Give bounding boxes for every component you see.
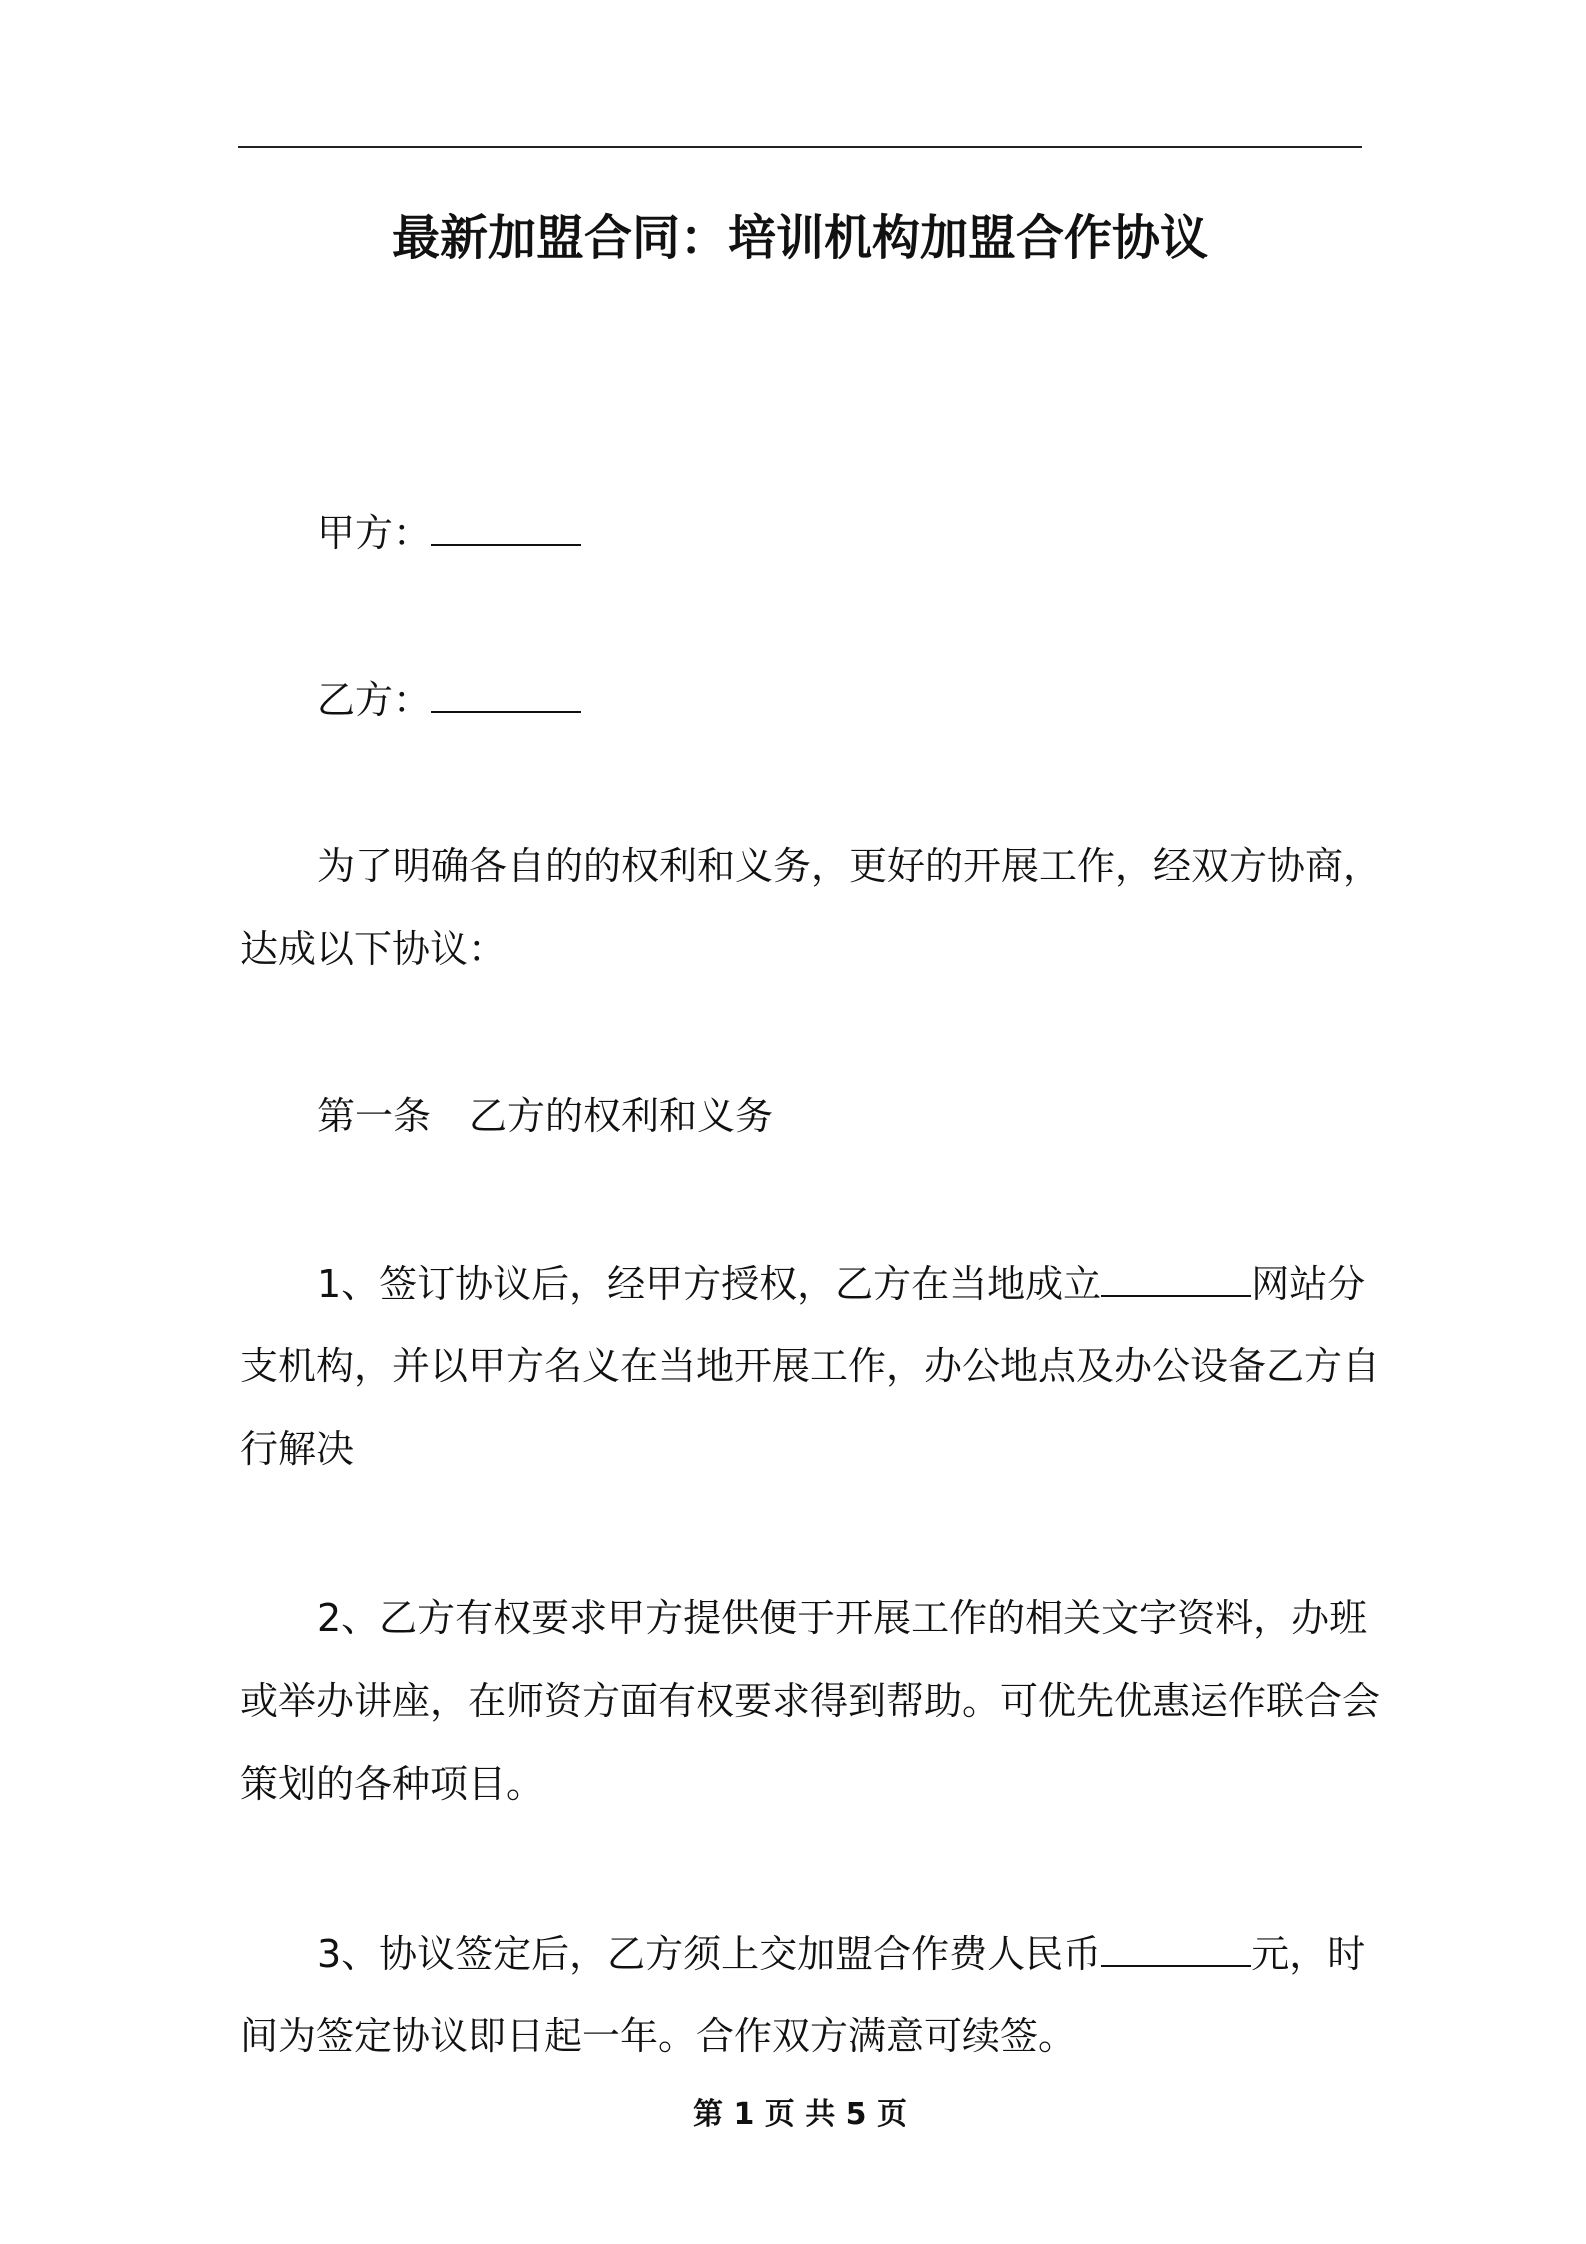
page-indicator: 第 1 页 共 5 页 — [693, 2097, 907, 2132]
clause-2-line-2: 或举办讲座，在师资方面有权要求得到帮助。可优先优惠运作联合会 — [240, 1679, 1381, 1723]
header-rule — [238, 146, 1362, 148]
party-a-blank — [431, 506, 581, 546]
party-a-line — [317, 506, 581, 559]
article-number: 第一条 — [317, 1094, 432, 1138]
intro-line-2: 达成以下协议： — [240, 927, 507, 971]
clause-1-line-3: 行解决 — [240, 1427, 355, 1471]
party-b-label: 乙方： — [317, 678, 432, 722]
article-1-heading — [317, 1090, 773, 1142]
party-b-line — [317, 673, 581, 726]
party-a-label: 甲方： — [317, 511, 432, 555]
document-title: 最新加盟合同：培训机构加盟合作协议 — [391, 210, 1208, 266]
clause-1-blank — [1101, 1257, 1251, 1297]
clause-2-line-3: 策划的各种项目。 — [240, 1762, 545, 1806]
clause-2-line-1: 2、乙方有权要求甲方提供便于开展工作的相关文字资料，办班 — [317, 1596, 1368, 1640]
clause-1-line-1 — [317, 1257, 1365, 1310]
clause-3-text-before: 3、协议签定后，乙方须上交加盟合作费人民币 — [317, 1932, 1102, 1976]
clause-1-line-2: 支机构，并以甲方名义在当地开展工作，办公地点及办公设备乙方自 — [240, 1344, 1381, 1388]
article-title: 乙方的权利和义务 — [469, 1094, 774, 1138]
intro-line-1: 为了明确各自的的权利和义务，更好的开展工作，经双方协商， — [317, 844, 1382, 888]
clause-1-text-after: 网站分 — [1251, 1262, 1366, 1306]
clause-3-line-1 — [317, 1927, 1365, 1980]
clause-3-line-2: 间为签定协议即日起一年。合作双方满意可续签。 — [240, 2014, 1077, 2058]
clause-1-text-before: 1、签订协议后，经甲方授权，乙方在当地成立 — [317, 1262, 1102, 1306]
party-b-blank — [431, 673, 581, 713]
clause-3-blank — [1101, 1927, 1251, 1967]
clause-3-text-after: 元，时 — [1251, 1932, 1366, 1976]
